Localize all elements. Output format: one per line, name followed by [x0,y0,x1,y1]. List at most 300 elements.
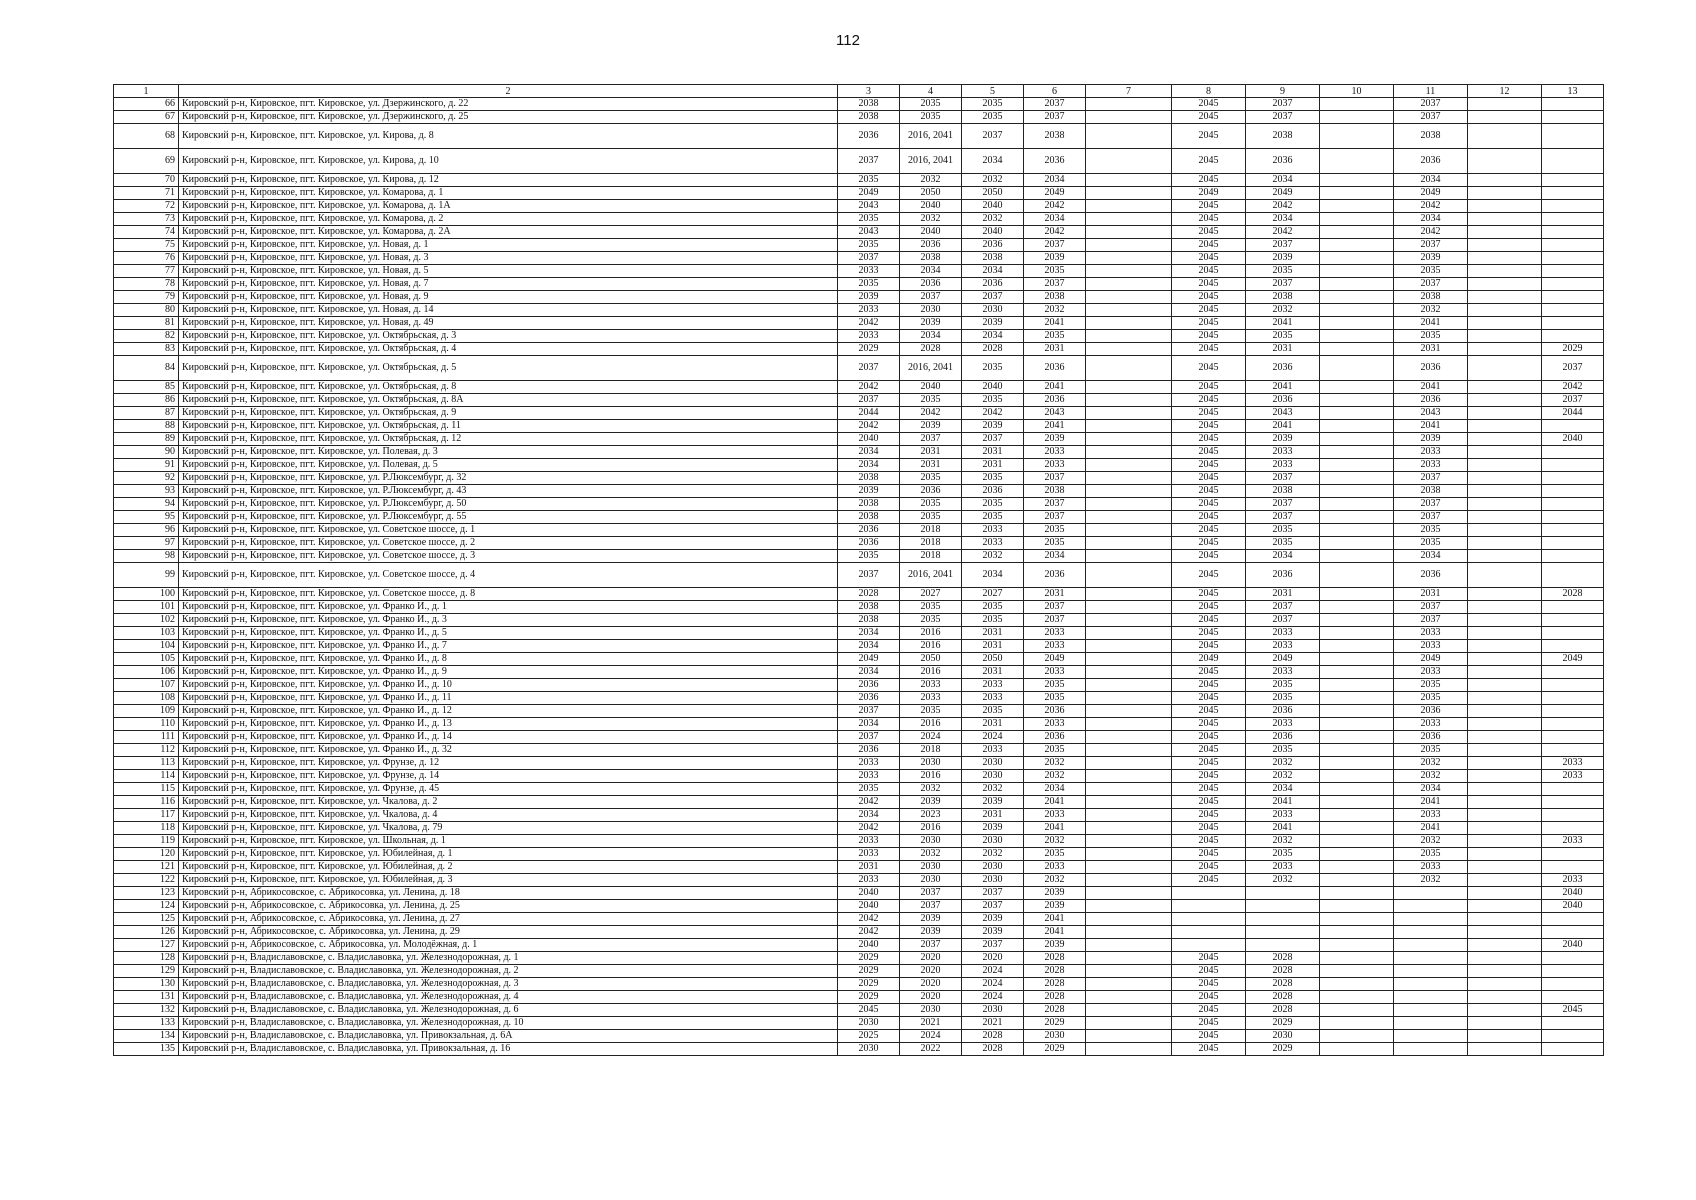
year-cell-9: 2036 [1246,731,1320,744]
year-cell-6: 2039 [1024,939,1086,952]
year-cell-7 [1086,200,1172,213]
row-number-cell: 132 [114,1004,179,1017]
year-cell-8 [1172,939,1246,952]
year-cell-8: 2045 [1172,174,1246,187]
year-cell-4: 2032 [900,174,962,187]
row-number-cell: 123 [114,887,179,900]
year-cell-13 [1542,705,1604,718]
year-cell-4: 2032 [900,213,962,226]
year-cell-9: 2049 [1246,187,1320,200]
year-cell-11: 2035 [1394,524,1468,537]
year-cell-11: 2039 [1394,252,1468,265]
table-row [114,252,1604,265]
year-cell-6: 2041 [1024,822,1086,835]
year-cell-11: 2034 [1394,174,1468,187]
year-cell-8: 2049 [1172,653,1246,666]
year-cell-12 [1468,679,1542,692]
year-cell-11: 2037 [1394,98,1468,111]
year-cell-9: 2035 [1246,330,1320,343]
address-cell: Кировский р-н, Владиславовское, с. Владиславовка, ул. Железнодорожная, д. 6 [179,1004,838,1017]
year-cell-7 [1086,446,1172,459]
year-cell-9: 2041 [1246,317,1320,330]
year-cell-11: 2035 [1394,848,1468,861]
table-row [114,978,1604,991]
year-cell-12 [1468,226,1542,239]
year-cell-5: 2033 [962,744,1024,757]
year-cell-12 [1468,614,1542,627]
address-cell: Кировский р-н, Кировское, пгт. Кировское, ул. Комарова, д. 2А [179,226,838,239]
table-row [114,718,1604,731]
address-cell: Кировский р-н, Кировское, пгт. Кировское, ул. Чкалова, д. 4 [179,809,838,822]
row-number-cell: 135 [114,1043,179,1056]
row-number-cell: 118 [114,822,179,835]
year-cell-8: 2045 [1172,1030,1246,1043]
year-cell-10 [1320,239,1394,252]
table-row [114,965,1604,978]
year-cell-6: 2032 [1024,874,1086,887]
year-cell-13 [1542,1017,1604,1030]
year-cell-5: 2035 [962,705,1024,718]
year-cell-4: 2035 [900,705,962,718]
year-cell-12 [1468,524,1542,537]
year-cell-13: 2033 [1542,835,1604,848]
year-cell-13 [1542,252,1604,265]
year-cell-11 [1394,952,1468,965]
year-cell-5: 2028 [962,1043,1024,1056]
year-cell-7 [1086,213,1172,226]
year-cell-8: 2045 [1172,731,1246,744]
year-cell-4: 2036 [900,485,962,498]
year-cell-5: 2030 [962,835,1024,848]
year-cell-9: 2037 [1246,239,1320,252]
year-cell-6: 2041 [1024,317,1086,330]
year-cell-11: 2031 [1394,588,1468,601]
year-cell-12 [1468,433,1542,446]
year-cell-6: 2036 [1024,705,1086,718]
year-cell-12 [1468,991,1542,1004]
year-cell-12 [1468,627,1542,640]
year-cell-4: 2032 [900,783,962,796]
address-cell: Кировский р-н, Кировское, пгт. Кировское, ул. Кирова, д. 12 [179,174,838,187]
address-cell: Кировский р-н, Кировское, пгт. Кировское, ул. Новая, д. 9 [179,291,838,304]
year-cell-11: 2032 [1394,757,1468,770]
year-cell-6: 2037 [1024,472,1086,485]
year-cell-4: 2030 [900,861,962,874]
year-cell-4: 2030 [900,757,962,770]
year-cell-13: 2040 [1542,887,1604,900]
year-cell-8: 2045 [1172,861,1246,874]
address-cell: Кировский р-н, Кировское, пгт. Кировское, ул. Франко И., д. 10 [179,679,838,692]
year-cell-9: 2035 [1246,692,1320,705]
year-cell-5: 2042 [962,407,1024,420]
year-cell-5: 2037 [962,291,1024,304]
year-cell-6: 2028 [1024,965,1086,978]
year-cell-4: 2035 [900,498,962,511]
year-cell-13 [1542,524,1604,537]
year-cell-6: 2029 [1024,1043,1086,1056]
year-cell-8: 2045 [1172,705,1246,718]
year-cell-7 [1086,304,1172,317]
year-cell-12 [1468,770,1542,783]
year-cell-3: 2034 [838,446,900,459]
col-header-7: 7 [1086,85,1172,98]
address-cell: Кировский р-н, Кировское, пгт. Кировское, ул. Франко И., д. 32 [179,744,838,757]
year-cell-12 [1468,407,1542,420]
address-cell: Кировский р-н, Абрикосовское, с. Абрикосовка, ул. Ленина, д. 29 [179,926,838,939]
year-cell-7 [1086,550,1172,563]
year-cell-13 [1542,537,1604,550]
address-cell: Кировский р-н, Кировское, пгт. Кировское, ул. Новая, д. 49 [179,317,838,330]
year-cell-10 [1320,433,1394,446]
year-cell-5: 2035 [962,394,1024,407]
address-cell: Кировский р-н, Владиславовское, с. Владиславовка, ул. Привокзальная, д. 6А [179,1030,838,1043]
table-row [114,900,1604,913]
year-cell-7 [1086,98,1172,111]
year-cell-9: 2035 [1246,744,1320,757]
col-header-3: 3 [838,85,900,98]
address-cell: Кировский р-н, Кировское, пгт. Кировское, ул. Франко И., д. 3 [179,614,838,627]
year-cell-3: 2028 [838,588,900,601]
address-cell: Кировский р-н, Кировское, пгт. Кировское, ул. Франко И., д. 5 [179,627,838,640]
year-cell-13 [1542,174,1604,187]
year-cell-4: 2037 [900,939,962,952]
year-cell-13 [1542,511,1604,524]
year-cell-12 [1468,511,1542,524]
year-cell-5: 2024 [962,991,1024,1004]
year-cell-10 [1320,1043,1394,1056]
address-cell: Кировский р-н, Кировское, пгт. Кировское, ул. Октябрьская, д. 12 [179,433,838,446]
year-cell-6: 2032 [1024,835,1086,848]
table-row [114,433,1604,446]
year-cell-12 [1468,835,1542,848]
year-cell-10 [1320,124,1394,149]
year-cell-4: 2030 [900,835,962,848]
year-cell-13 [1542,1043,1604,1056]
year-cell-10 [1320,705,1394,718]
table-row [114,952,1604,965]
year-cell-3: 2035 [838,278,900,291]
year-cell-3: 2038 [838,498,900,511]
table-row [114,848,1604,861]
table-row [114,692,1604,705]
year-cell-12 [1468,900,1542,913]
year-cell-6: 2035 [1024,524,1086,537]
year-cell-13 [1542,679,1604,692]
year-cell-8: 2045 [1172,459,1246,472]
year-cell-10 [1320,472,1394,485]
year-cell-13 [1542,239,1604,252]
year-cell-10 [1320,692,1394,705]
year-cell-12 [1468,640,1542,653]
year-cell-3: 2033 [838,848,900,861]
table-row [114,304,1604,317]
year-cell-12 [1468,124,1542,149]
year-cell-13 [1542,848,1604,861]
year-cell-3: 2029 [838,952,900,965]
year-cell-11: 2034 [1394,783,1468,796]
year-cell-10 [1320,1030,1394,1043]
table-row [114,822,1604,835]
year-cell-6: 2037 [1024,511,1086,524]
year-cell-4: 2020 [900,978,962,991]
year-cell-6: 2037 [1024,239,1086,252]
year-cell-10 [1320,1004,1394,1017]
year-cell-11: 2036 [1394,394,1468,407]
year-cell-9: 2031 [1246,588,1320,601]
year-cell-7 [1086,679,1172,692]
year-cell-5: 2031 [962,809,1024,822]
year-cell-12 [1468,317,1542,330]
address-cell: Кировский р-н, Кировское, пгт. Кировское, ул. Октябрьская, д. 3 [179,330,838,343]
year-cell-6: 2037 [1024,98,1086,111]
year-cell-5: 2035 [962,98,1024,111]
year-cell-5: 2024 [962,978,1024,991]
year-cell-4: 2040 [900,381,962,394]
year-cell-6: 2041 [1024,381,1086,394]
year-cell-9: 2033 [1246,861,1320,874]
year-cell-12 [1468,98,1542,111]
year-cell-10 [1320,822,1394,835]
year-cell-6: 2032 [1024,757,1086,770]
year-cell-11: 2043 [1394,407,1468,420]
row-number-cell: 131 [114,991,179,1004]
year-cell-3: 2038 [838,614,900,627]
year-cell-12 [1468,200,1542,213]
year-cell-3: 2029 [838,343,900,356]
year-cell-4: 2034 [900,330,962,343]
year-cell-9: 2036 [1246,394,1320,407]
row-number-cell: 83 [114,343,179,356]
year-cell-6: 2049 [1024,653,1086,666]
year-cell-10 [1320,226,1394,239]
year-cell-7 [1086,588,1172,601]
year-cell-4: 2030 [900,874,962,887]
address-cell: Кировский р-н, Кировское, пгт. Кировское, ул. Франко И., д. 7 [179,640,838,653]
address-cell: Кировский р-н, Кировское, пгт. Кировское, ул. Советское шоссе, д. 2 [179,537,838,550]
table-row [114,111,1604,124]
year-cell-4: 2039 [900,913,962,926]
year-cell-11 [1394,913,1468,926]
year-cell-3: 2037 [838,149,900,174]
year-cell-12 [1468,304,1542,317]
year-cell-5: 2024 [962,731,1024,744]
address-cell: Кировский р-н, Кировское, пгт. Кировское, ул. Юбилейная, д. 1 [179,848,838,861]
year-cell-10 [1320,381,1394,394]
year-cell-8: 2045 [1172,965,1246,978]
row-number-cell: 77 [114,265,179,278]
year-cell-10 [1320,627,1394,640]
year-cell-11: 2033 [1394,809,1468,822]
year-cell-4: 2039 [900,926,962,939]
table-row [114,809,1604,822]
year-cell-13: 2033 [1542,757,1604,770]
year-cell-11 [1394,900,1468,913]
year-cell-8: 2045 [1172,433,1246,446]
year-cell-9: 2032 [1246,304,1320,317]
table-row [114,174,1604,187]
year-cell-6: 2037 [1024,614,1086,627]
row-number-cell: 70 [114,174,179,187]
year-cell-11: 2037 [1394,111,1468,124]
year-cell-13 [1542,822,1604,835]
row-number-cell: 134 [114,1030,179,1043]
year-cell-13 [1542,485,1604,498]
row-number-cell: 128 [114,952,179,965]
table-row [114,563,1604,588]
col-header-8: 8 [1172,85,1246,98]
year-cell-10 [1320,757,1394,770]
year-cell-3: 2033 [838,770,900,783]
year-cell-4 [900,149,962,174]
year-cell-13: 2049 [1542,653,1604,666]
address-cell: Кировский р-н, Кировское, пгт. Кировское, ул. Октябрьская, д. 9 [179,407,838,420]
year-cell-4: 2018 [900,537,962,550]
year-cell-4: 2037 [900,887,962,900]
year-cell-5: 2028 [962,1030,1024,1043]
row-number-cell: 80 [114,304,179,317]
year-cell-5: 2034 [962,265,1024,278]
year-cell-12 [1468,822,1542,835]
address-cell: Кировский р-н, Кировское, пгт. Кировское, ул. Чкалова, д. 2 [179,796,838,809]
year-cell-6: 2038 [1024,291,1086,304]
year-cell-9: 2033 [1246,446,1320,459]
year-cell-9: 2042 [1246,200,1320,213]
year-cell-6: 2043 [1024,407,1086,420]
year-cell-6: 2031 [1024,588,1086,601]
year-cell-3: 2034 [838,640,900,653]
year-cell-5: 2036 [962,278,1024,291]
row-number-cell: 79 [114,291,179,304]
year-cell-11: 2041 [1394,381,1468,394]
year-cell-11: 2036 [1394,705,1468,718]
year-cell-7 [1086,913,1172,926]
year-cell-3: 2039 [838,291,900,304]
year-cell-7 [1086,900,1172,913]
year-cell-6: 2036 [1024,149,1086,174]
year-cell-11: 2034 [1394,550,1468,563]
table-row [114,887,1604,900]
year-cell-13 [1542,666,1604,679]
year-cell-10 [1320,511,1394,524]
year-cell-8: 2045 [1172,124,1246,149]
row-number-cell: 86 [114,394,179,407]
year-cell-10 [1320,537,1394,550]
year-cell-4: 2016 [900,822,962,835]
year-cell-3: 2040 [838,433,900,446]
year-cell-7 [1086,666,1172,679]
year-cell-10 [1320,394,1394,407]
year-cell-4: 2035 [900,511,962,524]
table-row [114,1030,1604,1043]
year-cell-12 [1468,187,1542,200]
year-cell-6: 2035 [1024,330,1086,343]
year-cell-3: 2042 [838,420,900,433]
year-cell-10 [1320,731,1394,744]
year-cell-5: 2024 [962,965,1024,978]
table-row [114,731,1604,744]
year-cell-3: 2040 [838,900,900,913]
year-cell-9: 2038 [1246,291,1320,304]
table-row [114,511,1604,524]
year-cell-6: 2035 [1024,537,1086,550]
year-cell-4: 2038 [900,252,962,265]
table-row [114,835,1604,848]
address-cell: Кировский р-н, Кировское, пгт. Кировское, ул. Советское шоссе, д. 8 [179,588,838,601]
year-cell-7 [1086,1017,1172,1030]
year-cell-8 [1172,926,1246,939]
year-cell-9: 2034 [1246,783,1320,796]
year-cell-7 [1086,822,1172,835]
col-header-4: 4 [900,85,962,98]
year-cell-11 [1394,926,1468,939]
year-cell-7 [1086,991,1172,1004]
year-cell-9: 2036 [1246,356,1320,381]
year-cell-3: 2040 [838,939,900,952]
year-cell-4: 2033 [900,679,962,692]
year-cell-7 [1086,174,1172,187]
year-cell-text: 2016, 2041 [908,155,953,166]
year-cell-7 [1086,343,1172,356]
year-cell-6: 2038 [1024,124,1086,149]
table-row [114,524,1604,537]
year-cell-10 [1320,640,1394,653]
year-cell-12 [1468,965,1542,978]
year-cell-13 [1542,731,1604,744]
row-number-cell: 111 [114,731,179,744]
year-cell-8: 2045 [1172,239,1246,252]
address-cell: Кировский р-н, Кировское, пгт. Кировское, ул. Полевая, д. 5 [179,459,838,472]
year-cell-3: 2036 [838,692,900,705]
year-cell-10 [1320,291,1394,304]
address-cell: Кировский р-н, Абрикосовское, с. Абрикосовка, ул. Ленина, д. 25 [179,900,838,913]
year-cell-7 [1086,381,1172,394]
year-cell-5: 2037 [962,900,1024,913]
year-cell-13 [1542,446,1604,459]
year-cell-13 [1542,601,1604,614]
year-cell-13 [1542,692,1604,705]
year-cell-3: 2043 [838,200,900,213]
year-cell-6: 2033 [1024,459,1086,472]
year-cell-10 [1320,666,1394,679]
year-cell-6: 2041 [1024,420,1086,433]
address-cell: Кировский р-н, Абрикосовское, с. Абрикосовка, ул. Молодёжная, д. 1 [179,939,838,952]
year-cell-11: 2037 [1394,511,1468,524]
year-cell-9: 2036 [1246,149,1320,174]
year-cell-10 [1320,965,1394,978]
year-cell-10 [1320,601,1394,614]
year-cell-13 [1542,913,1604,926]
address-cell: Кировский р-н, Кировское, пгт. Кировское, ул. Франко И., д. 8 [179,653,838,666]
year-cell-7 [1086,563,1172,588]
year-cell-3: 2035 [838,783,900,796]
year-cell-4: 2016 [900,640,962,653]
table-row [114,317,1604,330]
year-cell-13 [1542,965,1604,978]
year-cell-5: 2035 [962,601,1024,614]
year-cell-4: 2035 [900,472,962,485]
year-cell-5: 2031 [962,666,1024,679]
year-cell-10 [1320,407,1394,420]
year-cell-3: 2039 [838,485,900,498]
year-cell-8: 2045 [1172,111,1246,124]
row-number-cell: 121 [114,861,179,874]
year-cell-13 [1542,718,1604,731]
year-cell-13 [1542,304,1604,317]
row-number-cell: 78 [114,278,179,291]
year-cell-5: 2034 [962,330,1024,343]
year-cell-3: 2042 [838,381,900,394]
address-cell: Кировский р-н, Кировское, пгт. Кировское, ул. Октябрьская, д. 4 [179,343,838,356]
